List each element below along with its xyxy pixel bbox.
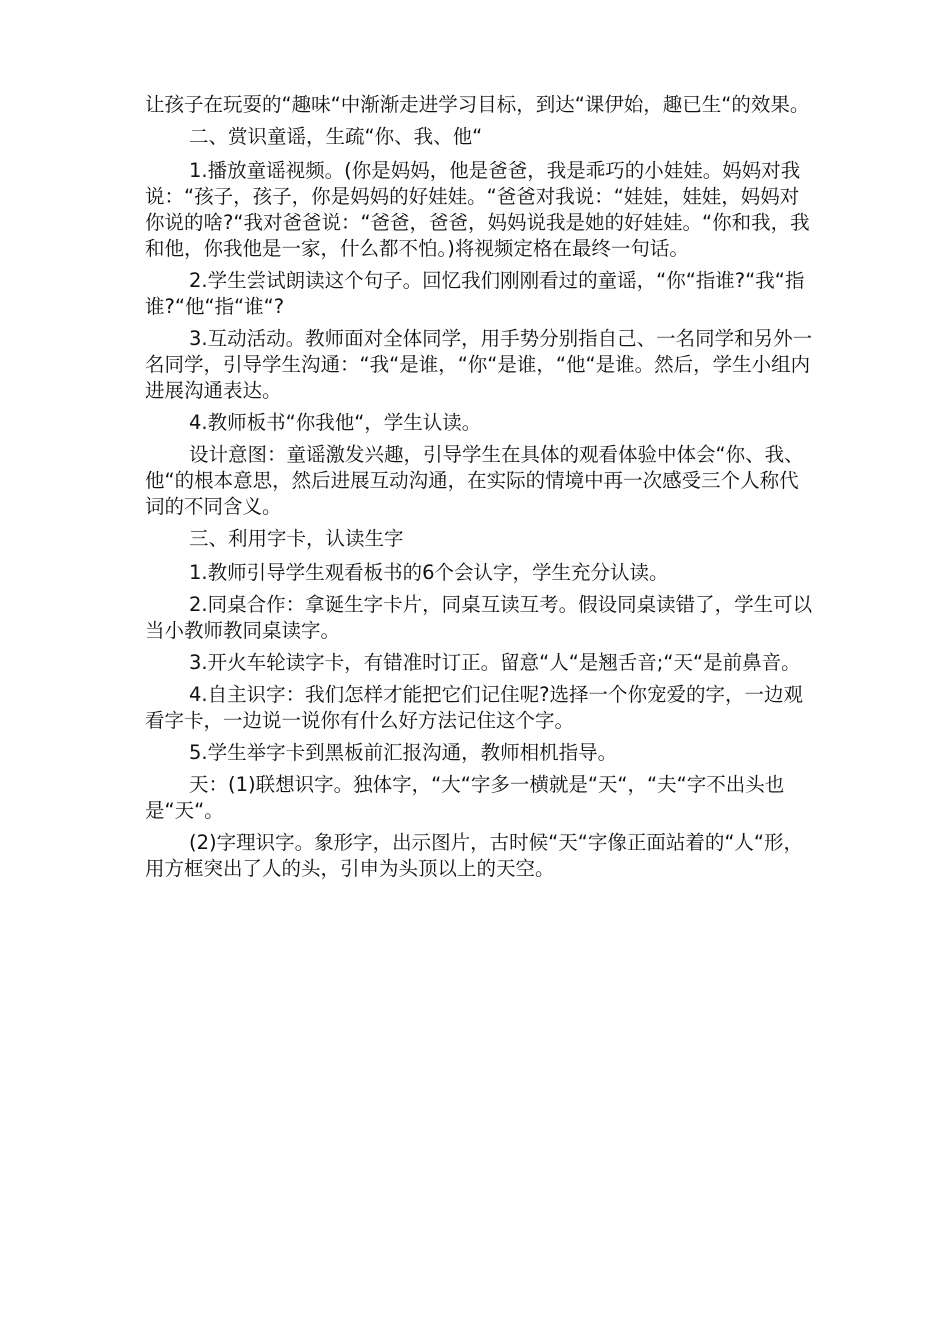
paragraph: 5.学生举字卡到黑板前汇报沟通，教师相机指导。	[189, 741, 618, 764]
design-intent-paragraph: 设计意图：童谣激发兴趣，引导学生在具体的观看体验中体会“你、我、他“的根本意思，然后进展互动沟通，在实际的情境中再一次感受三个人称代词的不同含义。	[145, 443, 804, 518]
paragraph: 1.播放童谣视频。(你是妈妈，他是爸爸，我是乖巧的小娃娃。妈妈对我说：“孩子，孩子，你是妈妈的好娃娃。“爸爸对我说：“娃娃，娃娃，妈妈对你说的啥?“我对爸爸说：“爸爸，爸爸，妈妈说我是她的好娃娃。“你和我，我和他，你我他是一家，什么都不怕。)将视频定格在最终一句话。	[145, 159, 810, 260]
paragraph: 4.自主识字：我们怎样才能把它们记住呢?选择一个你宠爱的字，一边观看字卡，一边说一说你有什么好方法记住这个字。	[145, 683, 803, 732]
paragraph: 2.同桌合作：拿诞生字卡片，同桌互读互考。假设同桌读错了，学生可以当小教师教同桌读字。	[145, 593, 813, 642]
section-heading: 三、利用字卡，认读生字	[189, 527, 404, 550]
paragraph: 3.开火车轮读字卡，有错准时订正。留意“人“是翘舌音;“天“是前鼻音。	[189, 651, 801, 674]
paragraph: (2)字理识字。象形字，出示图片，古时候“天“字像正面站着的“人“形，用方框突出了人的头，引申为头顶以上的天空。	[145, 831, 804, 880]
paragraph: 4.教师板书“你我他“，学生认读。	[189, 411, 482, 434]
paragraph: 天：(1)联想识字。独体字，“大“字多一横就是“天“，“夫“字不出头也是“天“。	[145, 773, 785, 822]
document-body	[145, 92, 815, 888]
paragraph: 1.教师引导学生观看板书的6个会认字，学生充分认读。	[189, 561, 669, 584]
paragraph: 3.互动活动。教师面对全体同学，用手势分别指自己、一名同学和另外一名同学，引导学生沟通：“我“是谁，“你“是谁，“他“是谁。然后，学生小组内进展沟通表达。	[145, 327, 813, 402]
paragraph: 2.学生尝试朗读这个句子。回忆我们刚刚看过的童谣，“你“指谁?“我“指谁?“他“指“谁“?	[145, 269, 805, 318]
section-heading: 二、赏识童谣，生疏“你、我、他“	[189, 125, 483, 148]
paragraph: 让孩子在玩耍的“趣味“中渐渐走进学习目标，到达“课伊始，趣已生“的效果。	[145, 93, 810, 116]
